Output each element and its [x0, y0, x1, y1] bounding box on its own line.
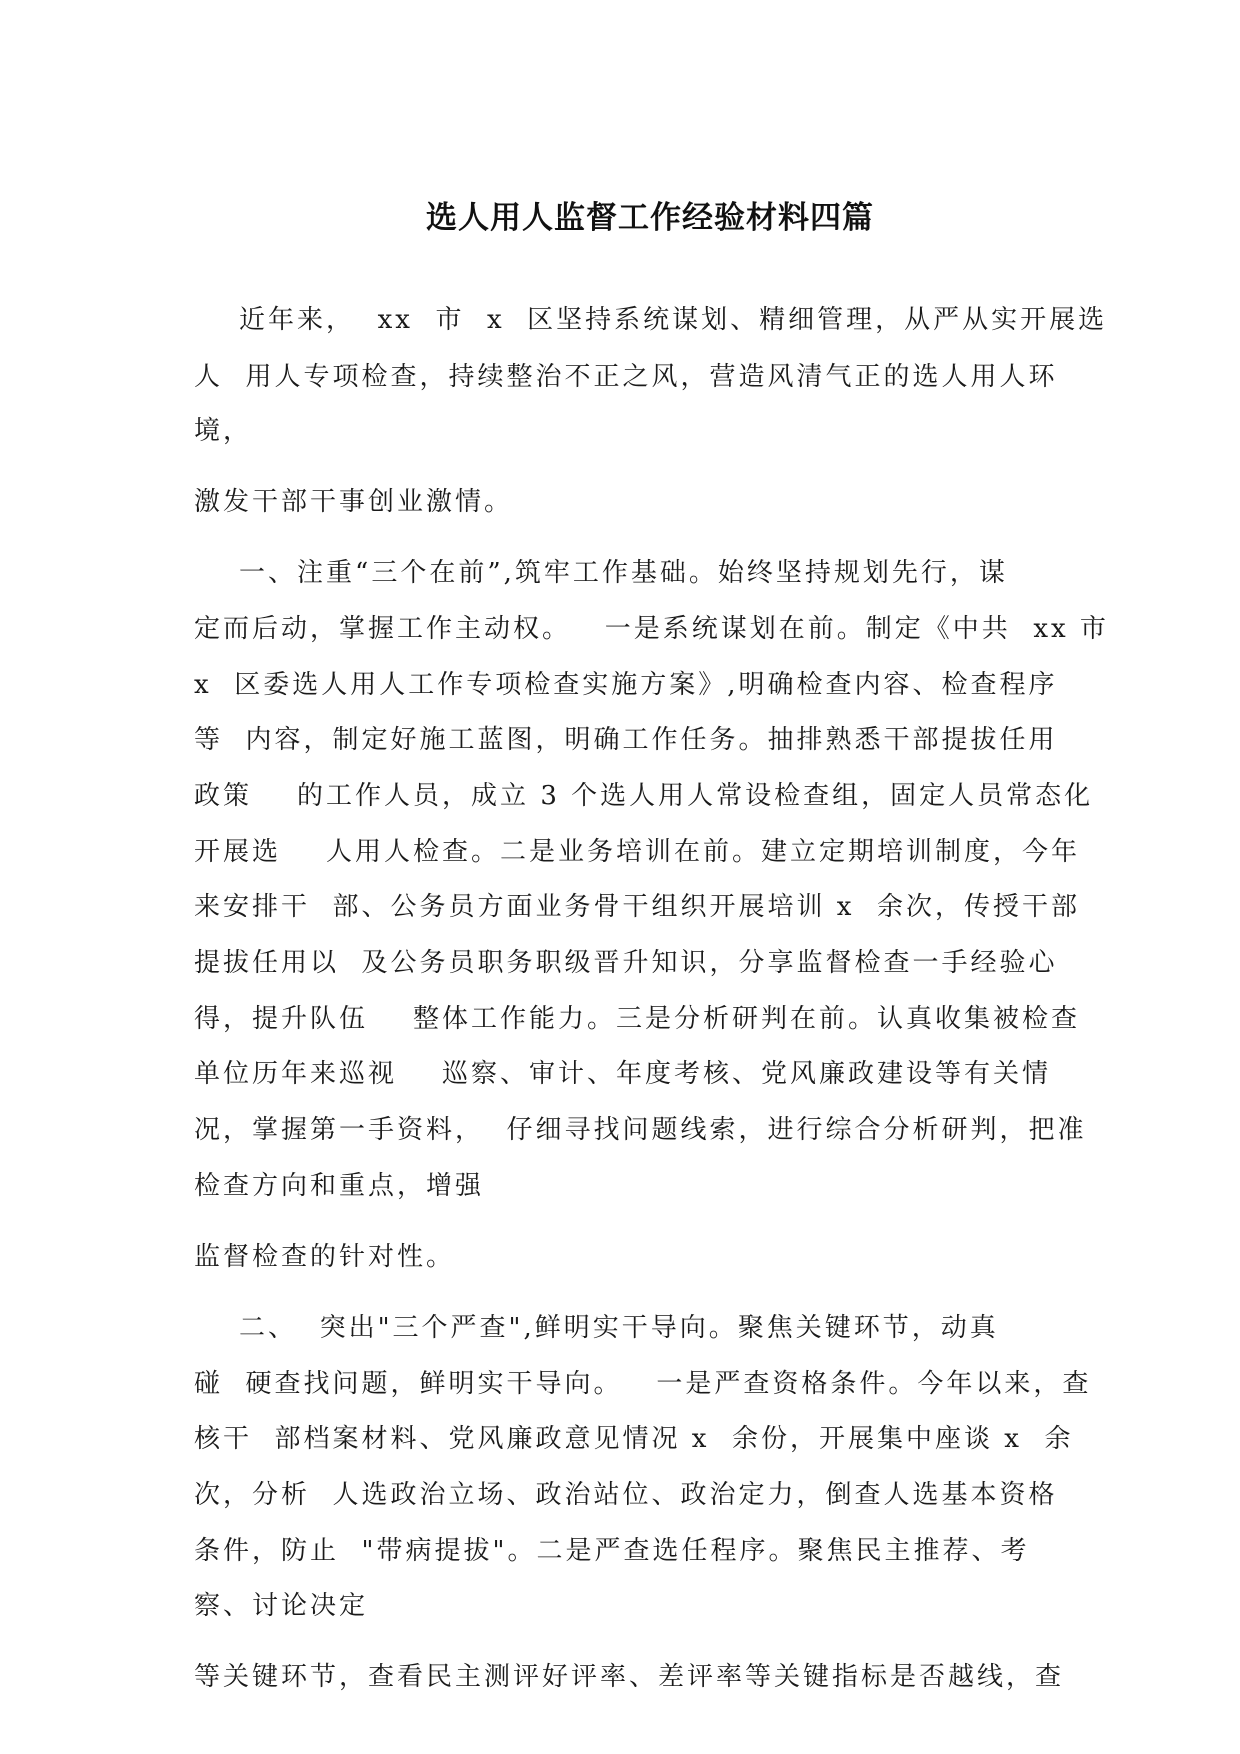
body-line: 监督检查的针对性。 — [194, 1242, 456, 1272]
body-line: x 区委选人用人工作专项检查实施方案》,明确检查内容、检查程序 — [194, 670, 1058, 700]
body-line: 察、讨论决定 — [194, 1591, 369, 1621]
body-line: 单位历年来巡视 巡察、审计、年度考核、党风廉政建设等有关情 — [194, 1059, 1052, 1089]
body-line: 政策 的工作人员，成立 3 个选人用人常设检查组，固定人员常态化 — [194, 781, 1094, 811]
body-line: 次，分析 人选政治立场、政治站位、政治定力，倒查人选基本资格 — [194, 1480, 1058, 1510]
body-line: 况，掌握第一手资料， 仔细寻找问题线索，进行综合分析研判，把准 — [194, 1115, 1087, 1145]
body-line: 近年来， xx 市 x 区坚持系统谋划、精细管理，从严从实开展选 — [194, 305, 1108, 335]
body-line: 定而后动，掌握工作主动权。 一是系统谋划在前。制定《中共 xx 市 — [194, 614, 1109, 644]
body-line: 一、注重“三个在前”,筑牢工作基础。始终坚持规划先行，谋 — [194, 558, 1008, 588]
body-line: 提拔任用以 及公务员职务职级晋升知识，分享监督检查一手经验心 — [194, 948, 1058, 978]
body-line: 碰 硬查找问题，鲜明实干导向。 一是严查资格条件。今年以来，查 — [194, 1369, 1092, 1399]
body-line: 检查方向和重点，增强 — [194, 1171, 485, 1201]
body-line: 等 内容，制定好施工蓝图，明确工作任务。抽排熟悉干部提拔任用 — [194, 725, 1058, 755]
body-line: 开展选 人用人检查。二是业务培训在前。建立定期培训制度，今年 — [194, 837, 1081, 867]
body-line: 等关键环节，查看民主测评好评率、差评率等关键指标是否越线，查 — [194, 1662, 1065, 1692]
body-line: 境， — [194, 416, 253, 446]
document-title: 选人用人监督工作经验材料四篇 — [426, 200, 874, 236]
body-line: 核干 部档案材料、党风廉政意见情况 x 余份，开展集中座谈 x 余 — [194, 1424, 1074, 1454]
body-line: 条件，防止 "带病提拔"。二是严查选任程序。聚焦民主推荐、考 — [194, 1536, 1030, 1566]
body-line: 二、 突出"三个严查",鲜明实干导向。聚焦关键环节，动真 — [194, 1313, 999, 1343]
body-line: 得，提升队伍 整体工作能力。三是分析研判在前。认真收集被检查 — [194, 1004, 1081, 1034]
body-line: 人 用人专项检查，持续整治不正之风，营造风清气正的选人用人环 — [194, 362, 1058, 392]
body-line: 激发干部干事创业激情。 — [194, 487, 514, 517]
body-line: 来安排干 部、公务员方面业务骨干组织开展培训 x 余次，传授干部 — [194, 892, 1080, 922]
